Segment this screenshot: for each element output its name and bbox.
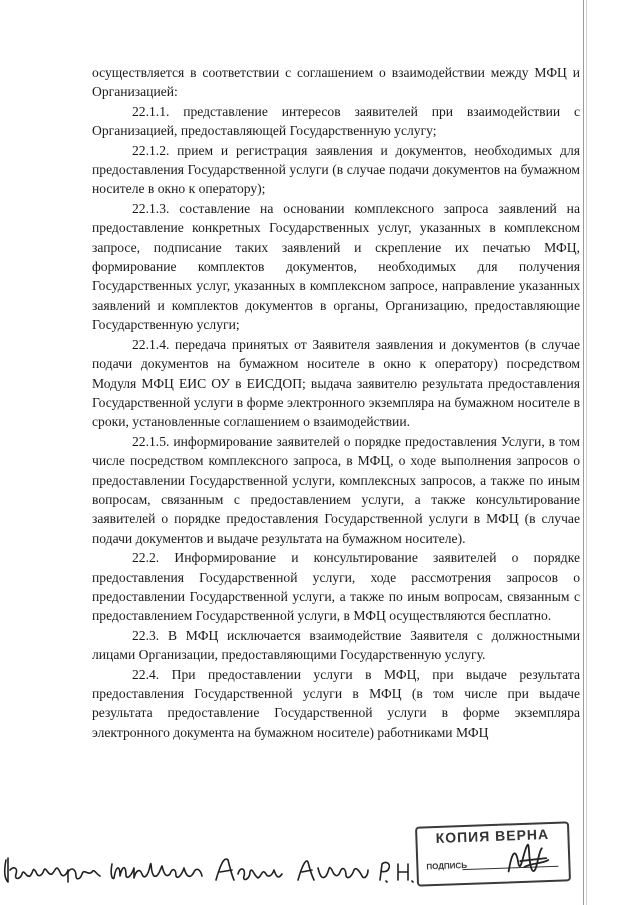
- handwritten-signature-note: [0, 846, 420, 896]
- paragraph-22-1-2: 22.1.2. прием и регистрация заявления и документов, необходимых для предоставления Государственной услуги (в случае подачи документов на бумажном носителе в окно к оператору);: [92, 142, 580, 197]
- paragraph-22-1-4: 22.1.4. передача принятых от Заявителя заявления и документов (в случае подачи документов на бумажном носителе в окно к оператору) посредством Модуля МФЦ ЕИС ОУ в ЕИСДОП; выдача заявителю результата предоставления Государственной услуги в форме электронного экземпляра на бумажном носителе в сроки, установленные соглашением о взаимодействии.: [92, 336, 580, 430]
- paragraph-22-4: 22.4. При предоставлении услуги в МФЦ, при выдаче результата предоставления Государственной услуги в МФЦ (в том числе при выдаче результата предоставление Государственной услуги в форме экземпляра электронного документа на бумажном носителе) работниками МФЦ: [92, 666, 580, 740]
- signature-scribble-icon: [502, 840, 553, 880]
- page-edge-line-secondary: [586, 0, 587, 905]
- stamp-sign-label: ПОДПИСЬ: [426, 860, 468, 872]
- document-body: [92, 63, 580, 742]
- paragraph-22-2: 22.2. Информирование и консультирование заявителей о порядке предоставления Государственной услуги, ходе рассмотрения запросов о предоставлении Государственной услуги, а также по иным вопросам, связанным с предоставлением Государственной услуги, в МФЦ осуществляются бесплатно.: [92, 550, 580, 624]
- paragraph-22-3: 22.3. В МФЦ исключается взаимодействие Заявителя с должностными лицами Организации, предоставляющими Государственную услугу.: [92, 627, 580, 663]
- copy-certified-stamp: [415, 821, 571, 886]
- paragraph-intro: осуществляется в соответствии с соглашением о взаимодействии между МФЦ и Организацией:: [92, 65, 580, 100]
- paragraph-22-1-1: 22.1.1. представление интересов заявителей при взаимодействии с Организацией, предоставляющей Государственную услугу;: [92, 103, 580, 139]
- page-edge-line: [583, 0, 584, 905]
- paragraph-22-1-5: 22.1.5. информирование заявителей о порядке предоставления Услуги, в том числе посредством комплексного запроса, в МФЦ, о ходе выполнения запросов о предоставлении Государственной услуги, комплексных запросов, а также по иным вопросам, связанным с предоставлением услуги, а также консультирование заявителей о порядке предоставления Государственной услуги в МФЦ (в случае подачи документов и выдаче результата на бумажном носителе).: [92, 433, 580, 546]
- paragraph-22-1-3: 22.1.3. составление на основании комплексного запроса заявлений на предоставление конкретных Государственных услуг, указанных в комплексном запросе, подписание таких заявлений и скрепление их печатью МФЦ, формирование комплектов документов, необходимых для получения Государственных услуг, указанных в комплексном запросе, направление указанных заявлений и комплектов документов в органы, Организацию, предоставляющие Государственную услуги;: [92, 200, 580, 333]
- stamp-title: КОПИЯ ВЕРНА: [435, 826, 550, 846]
